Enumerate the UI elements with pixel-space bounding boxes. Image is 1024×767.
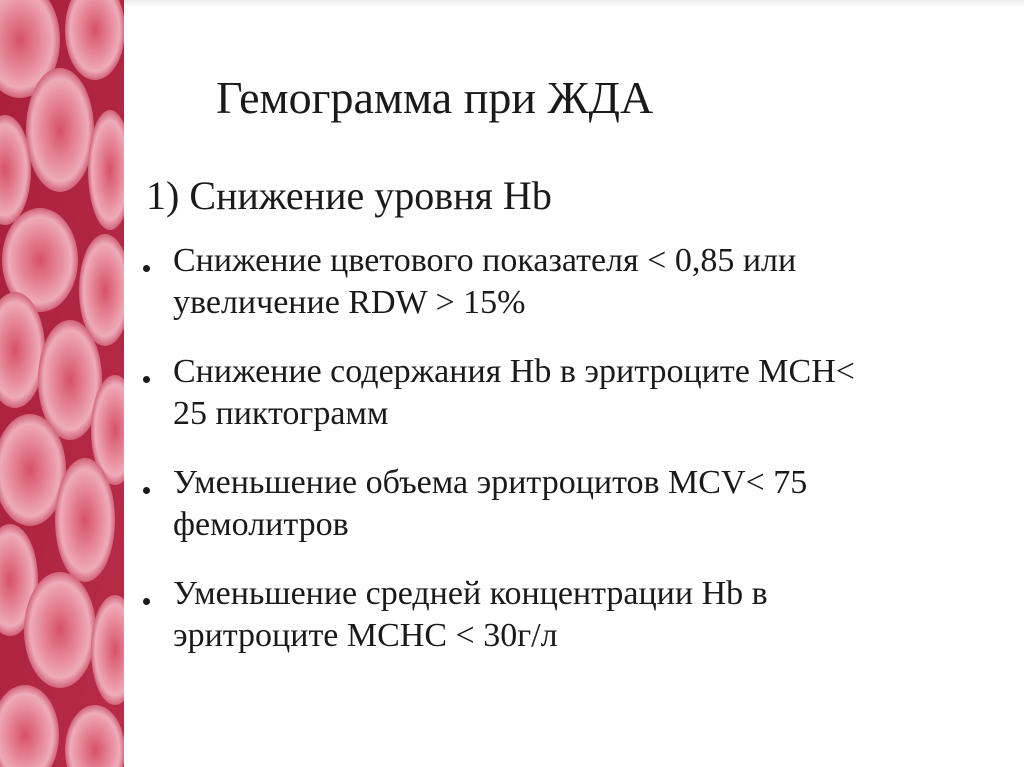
bullet-list: [140, 240, 1020, 684]
bullet-dot-icon: [143, 487, 150, 494]
bullet-item-mcv: [140, 462, 1020, 546]
bullet-text-line: увеличение RDW > 15%: [173, 284, 526, 321]
red-blood-cells-image: [0, 0, 124, 767]
bullet-text-line: Уменьшение средней концентрации Hb в: [173, 575, 768, 612]
bullet-dot-icon: [143, 598, 150, 605]
top-band: [124, 0, 1024, 8]
bullet-text-line: Снижение содержания Hb в эритроците MCH<: [173, 353, 855, 390]
slide-subtitle: 1) Снижение уровня Hb: [146, 173, 552, 218]
bullet-dot-icon: [143, 376, 150, 383]
bullet-item-mch: [140, 351, 1020, 435]
bullet-item-mchc: [140, 573, 1020, 657]
bullet-text-line: Уменьшение объема эритроцитов MCV< 75: [173, 464, 808, 501]
bullet-dot-icon: [143, 265, 150, 272]
bullet-text-line: фемолитров: [173, 506, 349, 543]
slide-title: Гемограмма при ЖДА: [216, 72, 654, 123]
bullet-text-line: Снижение цветового показателя < 0,85 или: [173, 242, 797, 279]
bullet-item-color-index: [140, 240, 1020, 324]
bullet-text-line: эритроците MCHC < 30г/л: [173, 617, 558, 654]
bullet-text-line: 25 пиктограмм: [173, 395, 389, 432]
